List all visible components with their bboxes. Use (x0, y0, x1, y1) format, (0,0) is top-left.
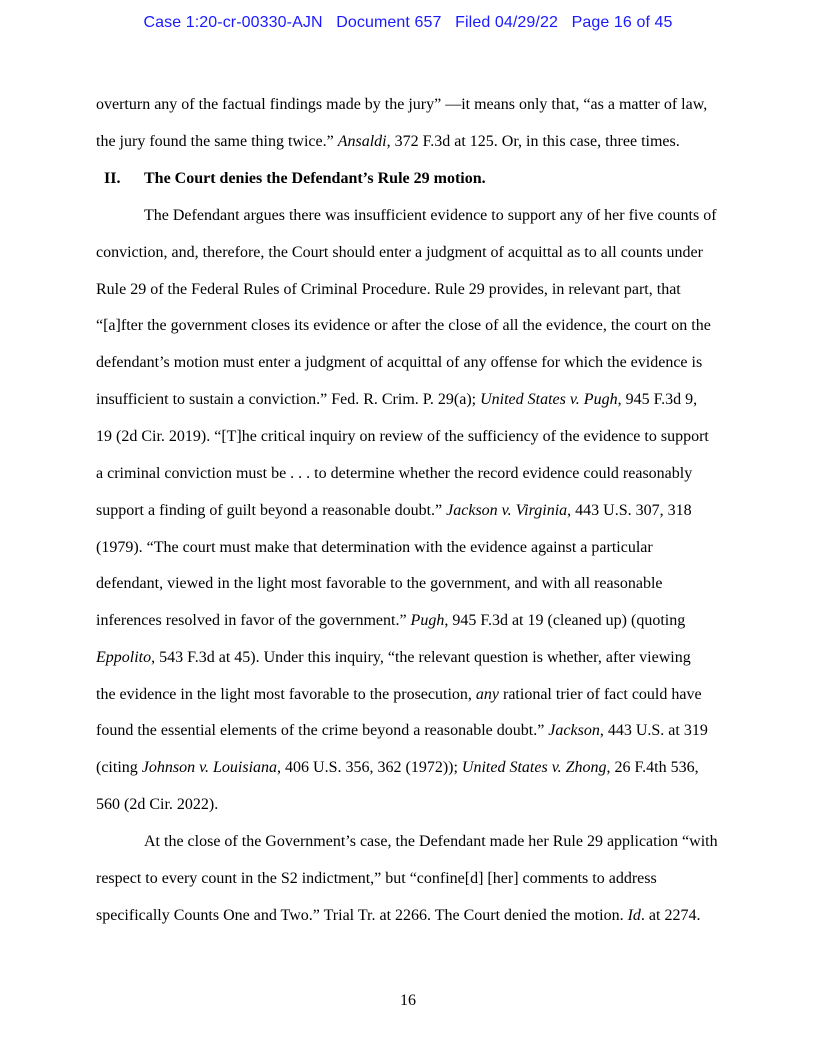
case-citation: Pugh (410, 612, 445, 629)
text-line: (1979). “The court must make that determination with the evidence against a particular (96, 539, 653, 556)
text-line: specifically Counts One and Two.” Trial Tr. at 2266. The Court denied the motion. Id. at 2274. (96, 907, 701, 924)
section-heading: The Court denies the Defendant’s Rule 29 motion. (144, 170, 486, 187)
case-citation: Jackson v. Virginia (446, 502, 568, 519)
text-line: inferences resolved in favor of the government.” Pugh, 945 F.3d at 19 (cleaned up) (quoting (96, 612, 686, 629)
text-line: a criminal conviction must be . . . to determine whether the record evidence could reasonably (96, 465, 693, 482)
text-line: (citing Johnson v. Louisiana, 406 U.S. 356, 362 (1972)); United States v. Zhong, 26 F.4th 536, (96, 759, 699, 776)
filed-date: Filed 04/29/22 (455, 14, 558, 31)
text-line: “[a]fter the government closes its evidence or after the close of all the evidence, the court on the (96, 317, 711, 334)
document-number: Document 657 (336, 14, 442, 31)
case-header (0, 14, 816, 32)
text-line: defendant’s motion must enter a judgment of acquittal of any offense for which the evidence is (96, 354, 703, 371)
case-number: Case 1:20-cr-00330-AJN (143, 14, 323, 31)
text-line: The Defendant argues there was insufficient evidence to support any of her five counts of (144, 207, 717, 224)
case-citation: Ansaldi (337, 133, 387, 150)
text-line: the evidence in the light most favorable to the prosecution, any rational trier of fact could have (96, 686, 702, 703)
text-line: respect to every count in the S2 indictment,” but “confine[d] [her] comments to address (96, 870, 657, 887)
text-line: Rule 29 of the Federal Rules of Criminal Procedure. Rule 29 provides, in relevant part, that (96, 281, 681, 298)
text-line: Eppolito, 543 F.3d at 45). Under this inquiry, “the relevant question is whether, after viewing (96, 649, 691, 666)
case-citation: Eppolito (96, 649, 152, 666)
case-citation: United States v. Pugh (480, 391, 618, 408)
text-line: defendant, viewed in the light most favorable to the government, and with all reasonable (96, 575, 663, 592)
text-line: found the essential elements of the crime beyond a reasonable doubt.” Jackson, 443 U.S. at 319 (96, 722, 708, 739)
text-line: support a finding of guilt beyond a reasonable doubt.” Jackson v. Virginia, 443 U.S. 307, 318 (96, 502, 692, 519)
case-citation: Jackson (548, 722, 600, 739)
text-line: 19 (2d Cir. 2019). “[T]he critical inquiry on review of the sufficiency of the evidence to support (96, 428, 709, 445)
page-number: 16 (400, 992, 416, 1009)
text-line: the jury found the same thing twice.” Ansaldi, 372 F.3d at 125. Or, in this case, three times. (96, 133, 680, 150)
text-line: 560 (2d Cir. 2022). (96, 796, 219, 813)
case-citation: Id (627, 907, 641, 924)
text-line: At the close of the Government’s case, the Defendant made her Rule 29 application “with (144, 833, 718, 850)
text-line: conviction, and, therefore, the Court should enter a judgment of acquittal as to all counts under (96, 244, 703, 261)
case-citation: United States v. Zhong (461, 759, 607, 776)
text-line: insufficient to sustain a conviction.” Fed. R. Crim. P. 29(a); United States v. Pugh, 945 F.3d 9, (96, 391, 698, 408)
section-number: II. (104, 170, 121, 187)
page-count: Page 16 of 45 (571, 14, 673, 31)
case-citation: any (475, 686, 499, 703)
text-line: overturn any of the factual findings made by the jury” —it means only that, “as a matter of law, (96, 96, 708, 113)
case-citation: Johnson v. Louisiana (141, 759, 278, 776)
